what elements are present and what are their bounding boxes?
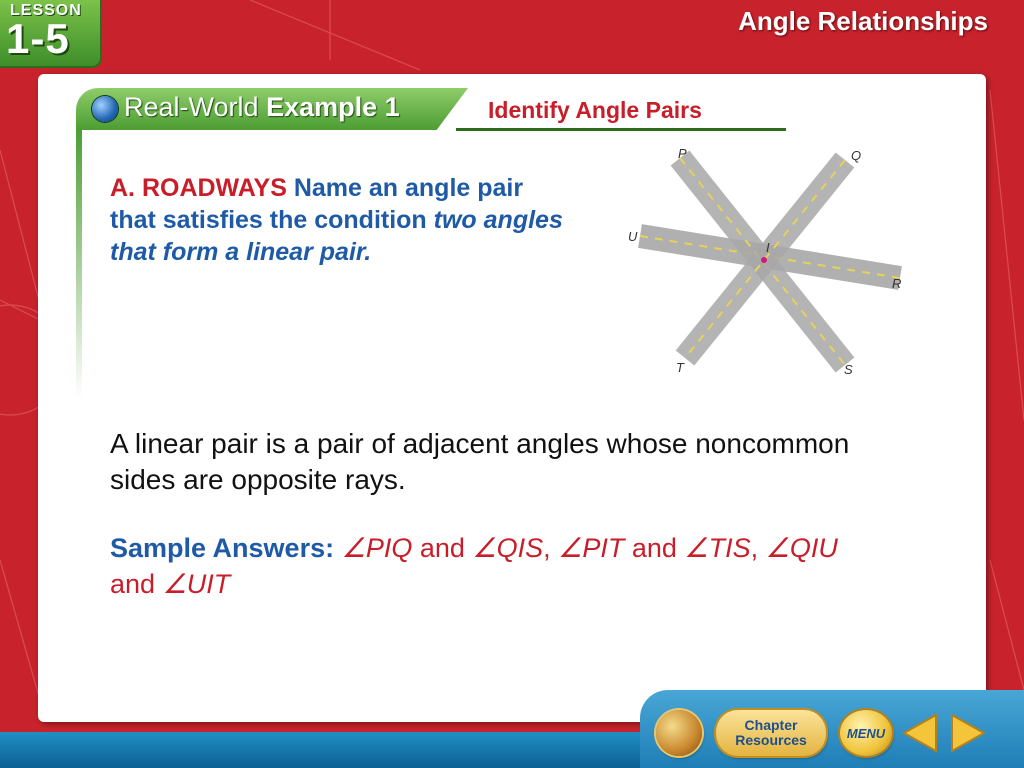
question-prefix: A. ROADWAYS	[110, 174, 287, 202]
answer-separator: ,	[750, 533, 766, 563]
banner-example-number: Example 1	[266, 92, 400, 122]
banner-divider	[456, 128, 786, 131]
answer-separator: ,	[543, 533, 559, 563]
chapter-resources-button[interactable]	[716, 710, 826, 756]
point-s-label: S	[844, 362, 853, 377]
point-t-label: T	[676, 360, 684, 375]
point-q-label: Q	[851, 148, 862, 163]
answer-connector: and	[624, 533, 685, 563]
point-p-label: P	[678, 146, 687, 161]
question-body: Name an angle pair that satisfies the condition	[110, 174, 524, 234]
point-r-label: R	[892, 276, 902, 291]
globe-icon	[92, 96, 118, 122]
banner-prefix: Real-World	[124, 92, 259, 122]
answer-angle: ∠UIT	[162, 569, 231, 599]
question-condition: two angles that form a linear pair.	[110, 206, 563, 266]
lesson-badge	[0, 0, 102, 68]
point-i-label: I	[766, 240, 770, 255]
lesson-number: 1-5	[6, 15, 70, 62]
answer-angle: ∠PIT	[558, 533, 625, 563]
answer-angle: ∠QIU	[765, 533, 838, 563]
page-title: Angle Relationships	[738, 6, 988, 36]
answer-angle: ∠TIS	[684, 533, 751, 563]
globe-nav-button[interactable]	[656, 710, 702, 756]
roadways-diagram	[600, 140, 930, 390]
chapter-resources-label: Chapter Resources	[735, 717, 807, 748]
answer-angle: ∠PIQ	[341, 533, 413, 563]
lesson-label: LESSON	[10, 2, 82, 19]
linear-pair-definition: A linear pair is a pair of adjacent angles whose noncommon sides are opposite rays.	[110, 428, 850, 495]
answer-angle: ∠QIS	[472, 533, 544, 563]
example-banner-label	[124, 92, 400, 123]
next-arrow-icon[interactable]	[948, 712, 988, 754]
prev-arrow-icon[interactable]	[900, 712, 940, 754]
point-u-label: U	[628, 229, 638, 244]
menu-button[interactable]	[840, 710, 892, 756]
sample-answers-label: Sample Answers:	[110, 533, 335, 563]
menu-label: MENU	[846, 725, 886, 741]
sample-answers	[110, 530, 870, 602]
example-title: Identify Angle Pairs	[488, 97, 702, 123]
intersection-point	[761, 257, 767, 263]
banner-accent-line	[76, 128, 82, 398]
answer-connector: and	[412, 533, 473, 563]
question-text	[110, 172, 570, 268]
answer-connector: and	[110, 569, 163, 599]
